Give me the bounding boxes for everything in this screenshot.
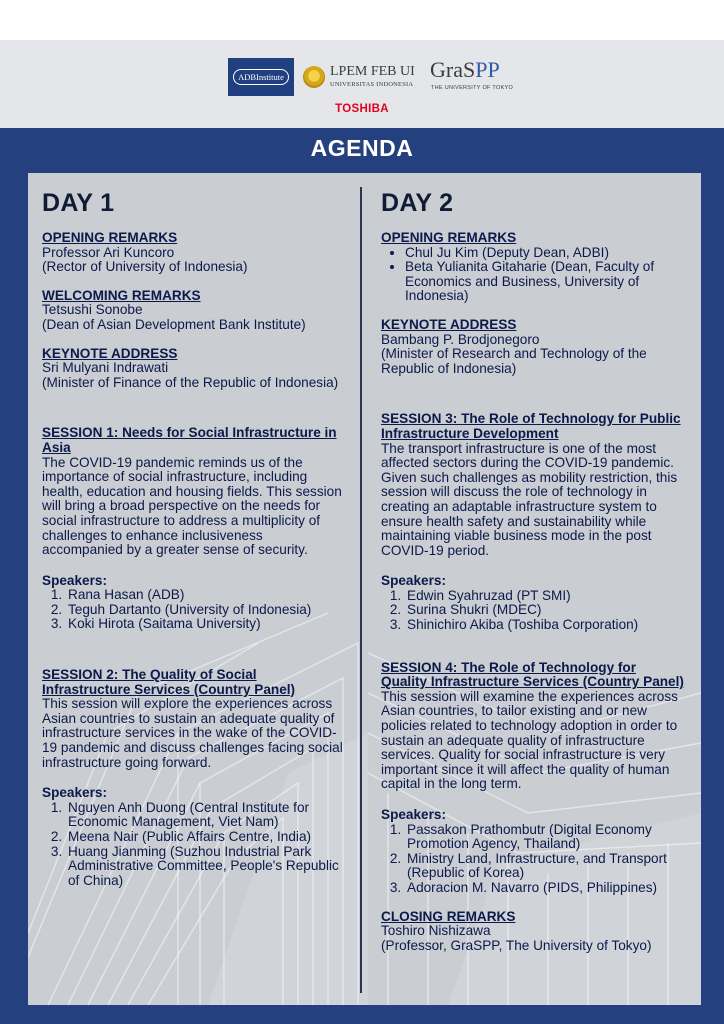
session2-description: This session will explore the experiences across Asian countries to sustain an adequate quality of infrastructure services in the wake of the COVID-19 pandemic and discuss challenges facing social infrastructure going forward. — [42, 696, 343, 770]
top-white-band — [0, 0, 724, 40]
toshiba-logo: TOSHIBA — [335, 103, 389, 115]
graspp-logo — [430, 58, 530, 98]
day1-column — [42, 189, 346, 888]
adbi-logo — [228, 58, 294, 96]
speaker-item: • Chul Ju Kim (Deputy Dean, ADBI) — [405, 246, 685, 261]
session3-speakers-label: Speakers: — [381, 573, 446, 589]
graspp-logo-pp: PP — [475, 57, 500, 82]
day2-keynote-name: Bambang P. Brodjonegoro — [381, 331, 540, 347]
day2-closing-remarks — [381, 910, 685, 954]
day2-opening-speaker-list — [381, 246, 685, 304]
adbi-logo-text: ADBInstitute — [233, 69, 289, 85]
session4-speakers-label: Speakers: — [381, 807, 446, 822]
closing-title: CLOSING REMARKS — [381, 908, 516, 924]
day1-welcoming-name: Tetsushi Sonobe — [42, 302, 143, 318]
day1-session2 — [42, 668, 346, 770]
session4-speaker-list — [381, 823, 685, 896]
speaker-item: • Beta Yulianita Gitaharie (Dean, Faculty of Economics and Business, University of Indonesia) — [405, 260, 685, 304]
session1-speaker-list — [42, 588, 346, 632]
day2-session3 — [381, 412, 685, 558]
day1-keynote-title: KEYNOTE ADDRESS — [42, 345, 178, 361]
speaker-item: 3. Huang Jianming (Suzhou Industrial Park Administrative Committee, People's Republic of China) — [66, 845, 346, 889]
session4-description: This session will examine the experiences across Asian countries, to tailor existing and or new policies related to technology adoption in order to sustain an adequate quality of infrastructure services. Quality for social infrastructure is very important since it will affect the quality of human capital in the long term. — [381, 688, 678, 792]
graspp-logo-main: GraS — [430, 57, 476, 82]
day2-keynote-role: (Minister of Research and Technology of the Republic of Indonesia) — [381, 346, 647, 376]
column-divider — [360, 187, 362, 993]
logo-band — [0, 40, 724, 128]
speaker-item: 1. Edwin Syahruzad (PT SMI) — [405, 589, 685, 604]
closing-role: (Professor, GraSPP, The University of Tokyo) — [381, 937, 652, 953]
day1-keynote-address — [42, 347, 346, 391]
agenda-panel — [28, 173, 701, 1005]
lpem-logo-subtitle: UNIVERSITAS INDONESIA — [330, 81, 414, 88]
closing-name: Toshiro Nishizawa — [381, 923, 491, 939]
day2-session4 — [381, 661, 685, 792]
speaker-item: 2. Teguh Dartanto (University of Indonesia) — [66, 603, 346, 618]
session3-speakers — [381, 574, 685, 632]
graspp-logo-subtitle: THE UNIVERSITY OF TOKYO — [431, 85, 514, 91]
day2-keynote-title: KEYNOTE ADDRESS — [381, 316, 517, 332]
speaker-item: 1. Rana Hasan (ADB) — [66, 588, 346, 603]
session1-description: The COVID-19 pandemic reminds us of the importance of social infrastructure, including health, education and housing fields. This session will bring a broad perspective on the needs for social infrastructure to address a multiplicity of challenges to enhance inclusiveness accompanied by a greater sense of security. — [42, 454, 342, 558]
partner-logos — [0, 58, 724, 98]
speaker-item: 3. Koki Hirota (Saitama University) — [66, 617, 346, 632]
speaker-item: 2. Ministry Land, Infrastructure, and Transport (Republic of Korea) — [405, 852, 685, 881]
session3-speaker-list — [381, 589, 685, 633]
speaker-item: 3. Shinichiro Akiba (Toshiba Corporation) — [405, 618, 685, 633]
day1-welcoming-role: (Dean of Asian Development Bank Institute) — [42, 316, 306, 332]
session1-speakers-label: Speakers: — [42, 572, 107, 588]
day2-opening-title: OPENING REMARKS — [381, 230, 517, 245]
day2-opening-remarks — [381, 231, 685, 304]
session2-speakers-label: Speakers: — [42, 785, 107, 801]
session2-speakers — [42, 786, 346, 888]
speaker-item: 3. Adoracion M. Navarro (PIDS, Philippines) — [405, 881, 685, 896]
day1-opening-remarks — [42, 231, 346, 275]
graspp-logo-title — [430, 57, 500, 83]
day1-opening-role: (Rector of University of Indonesia) — [42, 259, 248, 275]
day1-title: DAY 1 — [42, 189, 115, 217]
day2-keynote-address — [381, 318, 685, 376]
day1-keynote-role: (Minister of Finance of the Republic of Indonesia) — [42, 374, 339, 390]
session1-title: SESSION 1: Needs for Social Infrastructure in Asia — [42, 425, 337, 455]
day1-welcoming-remarks — [42, 289, 346, 333]
session2-title: SESSION 2: The Quality of Social Infrastructure Services (Country Panel) — [42, 667, 296, 697]
day1-opening-name: Professor Ari Kuncoro — [42, 244, 175, 260]
session2-speaker-list — [42, 801, 346, 889]
lpem-logo-title: LPEM FEB UI — [330, 64, 415, 79]
lpem-emblem-icon — [303, 66, 325, 88]
day1-session1 — [42, 426, 346, 557]
day2-title: DAY 2 — [381, 189, 454, 217]
page-title: AGENDA — [310, 135, 414, 161]
day1-keynote-name: Sri Mulyani Indrawati — [42, 360, 169, 376]
day1-welcoming-title: WELCOMING REMARKS — [42, 287, 201, 303]
speaker-item: 2. Surina Shukri (MDEC) — [405, 603, 685, 618]
session4-title: SESSION 4: The Role of Technology for Quality Infrastructure Services (Country Panel) — [381, 659, 684, 690]
session4-speakers — [381, 808, 685, 896]
day2-column — [381, 189, 685, 953]
session3-title: SESSION 3: The Role of Technology for Public Infrastructure Development — [381, 411, 681, 441]
session1-speakers — [42, 574, 346, 632]
speaker-item: 1. Passakon Prathombutr (Digital Economy Promotion Agency, Thailand) — [405, 823, 685, 852]
session3-description: The transport infrastructure is one of the most affected sectors during the COVID-19 pandemic. Given such challenges as mobility restriction, this session will discuss the role of technology in creating an adaptable infrastructure system to ensure health safety and sustainability while maintaining viable business mode in the post COVID-19 period. — [381, 440, 678, 558]
speaker-item: 2. Meena Nair (Public Affairs Centre, India) — [66, 830, 346, 845]
lpem-logo — [303, 62, 419, 94]
day1-opening-title: OPENING REMARKS — [42, 230, 178, 245]
speaker-item: 1. Nguyen Anh Duong (Central Institute for Economic Management, Viet Nam) — [66, 801, 346, 830]
